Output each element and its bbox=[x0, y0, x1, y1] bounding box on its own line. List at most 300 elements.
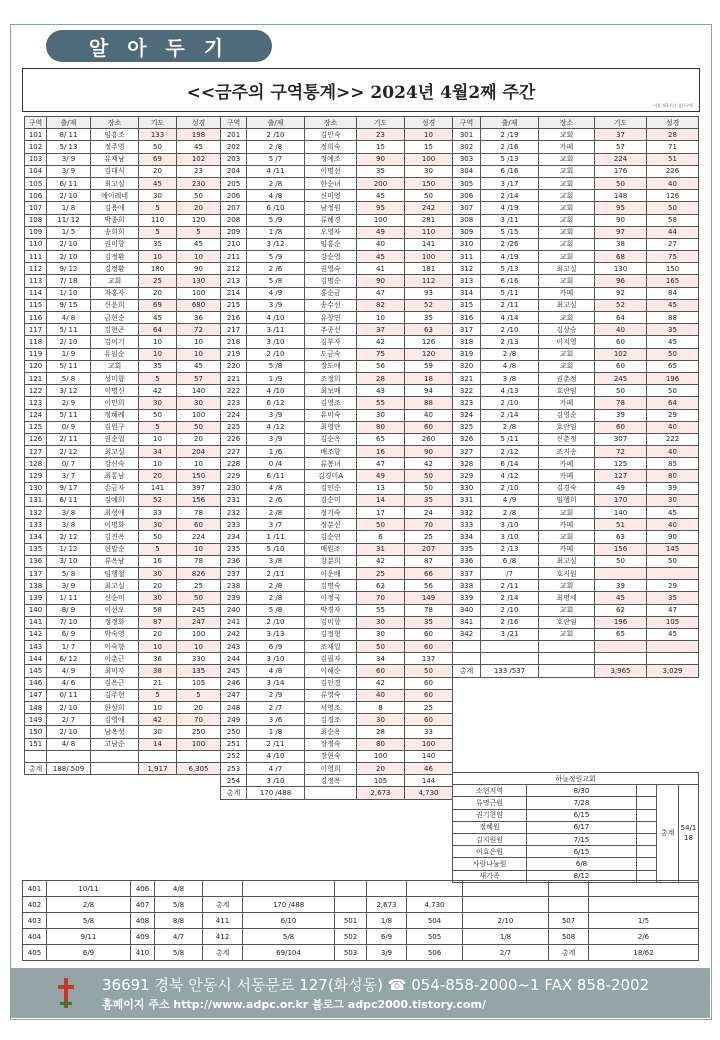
table-row bbox=[221, 397, 453, 409]
table-cell: 2/ 7 bbox=[47, 714, 91, 726]
table-cell: 소현지역 bbox=[453, 785, 527, 797]
table-cell: 232 bbox=[221, 507, 247, 519]
table-cell bbox=[139, 750, 177, 762]
table-cell: 5 /7 bbox=[247, 153, 305, 165]
table-cell: 2 /7 bbox=[247, 702, 305, 714]
table-cell: 95 bbox=[357, 202, 405, 214]
table-row bbox=[453, 360, 699, 372]
table-row bbox=[453, 616, 699, 628]
table-cell: 손금자 bbox=[91, 482, 139, 494]
table-cell: 100 bbox=[357, 750, 405, 762]
table-cell: 박경자 bbox=[305, 604, 357, 616]
table-cell: 5 bbox=[139, 202, 177, 214]
table-row bbox=[25, 689, 221, 701]
table-cell: 20 bbox=[139, 165, 177, 177]
table-row bbox=[453, 773, 699, 785]
table-row bbox=[25, 348, 221, 360]
table-cell: 25 bbox=[405, 702, 453, 714]
table-cell: 2 /10 bbox=[481, 324, 539, 336]
table-cell: 150 bbox=[405, 177, 453, 189]
table-cell: 교회 bbox=[539, 275, 595, 287]
table-cell: 20 bbox=[357, 762, 405, 774]
table-row bbox=[453, 543, 699, 555]
table-row bbox=[221, 616, 453, 628]
table-row bbox=[453, 238, 699, 250]
table-cell: 401 bbox=[23, 881, 47, 897]
table-cell: 2/ 10 bbox=[47, 190, 91, 202]
table-cell: 2 /8 bbox=[247, 580, 305, 592]
table-cell bbox=[539, 641, 595, 653]
table-cell: 0/ 9 bbox=[47, 421, 91, 433]
table-cell: 예이레네 bbox=[91, 190, 139, 202]
table-row bbox=[25, 299, 221, 311]
table-cell bbox=[453, 653, 481, 665]
table-cell: 234 bbox=[221, 531, 247, 543]
table-cell: 2/ 10 bbox=[47, 238, 91, 250]
table-cell: 1 /8 bbox=[247, 226, 305, 238]
table-cell: 2 /8 bbox=[247, 141, 305, 153]
table-cell: 95 bbox=[595, 202, 647, 214]
table-cell bbox=[407, 881, 463, 897]
table-cell: 44 bbox=[647, 226, 699, 238]
table-cell: 224 bbox=[221, 409, 247, 421]
table-cell: 84 bbox=[647, 287, 699, 299]
table-cell bbox=[637, 809, 657, 821]
table-cell: 50 bbox=[357, 519, 405, 531]
table-cell: 27 bbox=[647, 238, 699, 250]
table-cell: 411 bbox=[203, 913, 243, 929]
table-cell: 6/ 12 bbox=[47, 653, 91, 665]
table-cell: 5 bbox=[177, 226, 221, 238]
table-cell: 6 /9 bbox=[247, 641, 305, 653]
table-cell: 4 /13 bbox=[481, 385, 539, 397]
table-cell: 242 bbox=[221, 628, 247, 640]
table-row bbox=[221, 385, 453, 397]
table-cell: 2 /8 bbox=[247, 592, 305, 604]
column-header: 장소 bbox=[91, 117, 139, 129]
table-cell: 6/8 bbox=[527, 858, 637, 870]
table-row bbox=[25, 702, 221, 714]
table-cell bbox=[647, 567, 699, 579]
table-cell: 3/ 10 bbox=[47, 555, 91, 567]
table-cell: 204 bbox=[221, 165, 247, 177]
table-header-row bbox=[453, 117, 699, 129]
table-cell: 196 bbox=[595, 616, 647, 628]
table-cell: 133 /537 bbox=[481, 665, 539, 677]
table-cell: 이명선 bbox=[305, 165, 357, 177]
table-cell: 10 bbox=[357, 312, 405, 324]
table-cell: 260 bbox=[405, 433, 453, 445]
table-cell: 1 /9 bbox=[247, 372, 305, 384]
table-cell: 이정국 bbox=[305, 592, 357, 604]
table-cell: 102 bbox=[25, 141, 47, 153]
table-row bbox=[453, 324, 699, 336]
table-row bbox=[221, 775, 453, 787]
table-cell: 4/ 9 bbox=[47, 665, 91, 677]
table-cell: 410 bbox=[131, 945, 155, 961]
table-cell: 교회 bbox=[539, 360, 595, 372]
table-cell: 2/ 10 bbox=[47, 702, 91, 714]
table-cell: 2/8 bbox=[47, 897, 131, 913]
table-row bbox=[453, 531, 699, 543]
table-cell: 2 /9 bbox=[247, 689, 305, 701]
table-row bbox=[221, 129, 453, 141]
table-cell: 112 bbox=[25, 263, 47, 275]
table-cell: 50 bbox=[177, 421, 221, 433]
table-cell: 호란임 bbox=[539, 385, 595, 397]
table-cell: 교회 bbox=[539, 628, 595, 640]
table-row bbox=[25, 312, 221, 324]
table-cell: 60 bbox=[405, 689, 453, 701]
table-cell: 김인숙 bbox=[305, 129, 357, 141]
table-cell: 329 bbox=[453, 470, 481, 482]
table-cell: 59 bbox=[405, 360, 453, 372]
table-cell: 2 /11 bbox=[481, 580, 539, 592]
table-cell: 238 bbox=[221, 580, 247, 592]
table-cell: 2,673 bbox=[357, 787, 405, 799]
table-cell: 80 bbox=[357, 738, 405, 750]
table-cell: 29 bbox=[647, 409, 699, 421]
table-cell: 2 /13 bbox=[481, 336, 539, 348]
table-cell: 176 bbox=[595, 165, 647, 177]
bottom-table bbox=[22, 880, 699, 961]
table-row bbox=[25, 519, 221, 531]
table-row bbox=[25, 592, 221, 604]
table-cell: 334 bbox=[453, 531, 481, 543]
table-cell: 교회 bbox=[539, 507, 595, 519]
table-row bbox=[453, 251, 699, 263]
table-cell: 240 bbox=[221, 604, 247, 616]
table-cell: 이운배 bbox=[305, 567, 357, 579]
table-cell bbox=[25, 750, 47, 762]
table-cell bbox=[91, 762, 139, 774]
table-cell: 25 bbox=[139, 275, 177, 287]
table-cell: 김정환 bbox=[91, 251, 139, 263]
district-table-200 bbox=[220, 116, 453, 800]
table-cell: 4/ 8 bbox=[47, 312, 91, 324]
table-cell: 강분희 bbox=[305, 555, 357, 567]
table-cell: 680 bbox=[177, 299, 221, 311]
column-header: 출/재 bbox=[481, 117, 539, 129]
table-cell: 23 bbox=[177, 165, 221, 177]
table-cell: 2/ 9 bbox=[47, 397, 91, 409]
table-cell: 성미향 bbox=[91, 372, 139, 384]
table-cell: 강신숙 bbox=[91, 458, 139, 470]
table-cell: 한상희 bbox=[91, 702, 139, 714]
table-cell: 72 bbox=[595, 446, 647, 458]
column-header: 구역 bbox=[25, 117, 47, 129]
table-row bbox=[453, 177, 699, 189]
table-cell: 카페 bbox=[539, 543, 595, 555]
table-cell: 250 bbox=[221, 726, 247, 738]
table-cell: 88 bbox=[647, 312, 699, 324]
table-cell: 30 bbox=[357, 409, 405, 421]
table-cell: 88 bbox=[405, 397, 453, 409]
table-cell: 6,305 bbox=[177, 762, 221, 774]
table-row bbox=[221, 214, 453, 226]
table-cell: 2 /12 bbox=[481, 446, 539, 458]
table-cell: 127 bbox=[595, 470, 647, 482]
table-cell: 11/ 12 bbox=[47, 214, 91, 226]
table-cell: 319 bbox=[453, 348, 481, 360]
table-cell: 유임순 bbox=[91, 348, 139, 360]
table-cell: 65 bbox=[595, 628, 647, 640]
table-cell: 35 bbox=[405, 616, 453, 628]
table-cell: 100 bbox=[177, 409, 221, 421]
table-cell: 3/9 bbox=[367, 945, 407, 961]
table-cell: 4 /9 bbox=[481, 494, 539, 506]
table-cell: 2 /6 bbox=[247, 494, 305, 506]
table-cell bbox=[481, 641, 539, 653]
table-cell: 50 bbox=[405, 190, 453, 202]
table-cell: 3/ 12 bbox=[47, 385, 91, 397]
table-cell: 이춘근 bbox=[91, 653, 139, 665]
table-cell: 341 bbox=[453, 616, 481, 628]
table-cell: 304 bbox=[453, 165, 481, 177]
table-row bbox=[221, 543, 453, 555]
table-cell: 6/15 bbox=[527, 809, 637, 821]
table-cell: 8 bbox=[357, 702, 405, 714]
table-cell: 60 bbox=[405, 641, 453, 653]
table-cell: 박숙영 bbox=[91, 628, 139, 640]
table-cell: 3 /10 bbox=[481, 519, 539, 531]
table-cell: 5 /11 bbox=[481, 287, 539, 299]
table-cell: 826 bbox=[177, 567, 221, 579]
table-cell: 김영애 bbox=[91, 714, 139, 726]
table-cell: 4 /10 bbox=[247, 750, 305, 762]
column-header: 기도 bbox=[357, 117, 405, 129]
table-cell: 김옥근 bbox=[91, 677, 139, 689]
table-cell: 교회 bbox=[539, 129, 595, 141]
table-cell: 4 /10 bbox=[247, 312, 305, 324]
table-cell: 36 bbox=[139, 653, 177, 665]
table-cell: 402 bbox=[23, 897, 47, 913]
table-cell: 2 /11 bbox=[247, 738, 305, 750]
table-cell bbox=[637, 785, 657, 797]
table-cell: 2 /8 bbox=[481, 348, 539, 360]
table-cell: 58 bbox=[139, 604, 177, 616]
table-cell: 권미향 bbox=[91, 238, 139, 250]
table-row bbox=[453, 555, 699, 567]
table-row bbox=[221, 470, 453, 482]
table-cell: 301 bbox=[453, 129, 481, 141]
table-cell: 4 /12 bbox=[481, 470, 539, 482]
table-cell: 100 bbox=[177, 628, 221, 640]
table-cell: 217 bbox=[221, 324, 247, 336]
table-cell: 새가족 bbox=[453, 870, 527, 882]
table-cell: 324 bbox=[453, 409, 481, 421]
table-cell: 34 bbox=[357, 653, 405, 665]
table-cell: 50 bbox=[595, 177, 647, 189]
table-cell: 85 bbox=[647, 458, 699, 470]
table-cell: 60 bbox=[405, 421, 453, 433]
table-cell: 203 bbox=[221, 153, 247, 165]
table-row bbox=[25, 397, 221, 409]
table-cell: 5 /9 bbox=[247, 251, 305, 263]
table-cell: 56 bbox=[357, 360, 405, 372]
table-cell: 331 bbox=[453, 494, 481, 506]
table-row bbox=[221, 482, 453, 494]
table-cell: 이효은원 bbox=[453, 846, 527, 858]
table-row bbox=[221, 787, 453, 799]
table-cell: 호지원 bbox=[539, 567, 595, 579]
table-cell: 4 /19 bbox=[481, 251, 539, 263]
table-cell: 207 bbox=[405, 543, 453, 555]
table-cell: 311 bbox=[453, 251, 481, 263]
table-cell: 93 bbox=[405, 287, 453, 299]
table-cell: 장정숙 bbox=[305, 738, 357, 750]
table-row bbox=[23, 881, 699, 897]
table-cell: 이민희 bbox=[91, 397, 139, 409]
table-cell: 170 /488 bbox=[243, 897, 335, 913]
table-cell bbox=[91, 750, 139, 762]
table-row bbox=[221, 177, 453, 189]
table-row bbox=[453, 665, 699, 677]
table-cell: 김진옥 bbox=[91, 531, 139, 543]
table-row bbox=[25, 165, 221, 177]
table-cell: 339 bbox=[453, 592, 481, 604]
table-cell: 323 bbox=[453, 397, 481, 409]
table-header-row bbox=[25, 117, 221, 129]
table-cell: 251 bbox=[221, 738, 247, 750]
table-row bbox=[25, 238, 221, 250]
table-cell: 오영자 bbox=[305, 226, 357, 238]
table-cell: 4 /8 bbox=[247, 665, 305, 677]
table-cell: 교회 bbox=[539, 226, 595, 238]
table-row bbox=[453, 385, 699, 397]
table-row bbox=[453, 275, 699, 287]
table-cell: 75 bbox=[647, 251, 699, 263]
table-cell: 1 /6 bbox=[247, 446, 305, 458]
column-header: 성경 bbox=[647, 117, 699, 129]
table-cell: 5 bbox=[177, 689, 221, 701]
table-cell: 136 bbox=[25, 555, 47, 567]
table-cell: 130 bbox=[177, 275, 221, 287]
table-cell: 51 bbox=[595, 519, 647, 531]
table-row bbox=[453, 567, 699, 579]
table-cell: 35 bbox=[357, 165, 405, 177]
table-cell: 2 /10 bbox=[481, 397, 539, 409]
table-row bbox=[25, 177, 221, 189]
table-cell: 김정환 bbox=[91, 263, 139, 275]
table-cell: 1/ 9 bbox=[47, 348, 91, 360]
table-cell: 교회 bbox=[539, 312, 595, 324]
table-cell: 55 bbox=[357, 397, 405, 409]
table-cell bbox=[595, 567, 647, 579]
table-cell: 교회 bbox=[539, 531, 595, 543]
table-cell: 326 bbox=[453, 433, 481, 445]
table-cell: 35 bbox=[405, 312, 453, 324]
table-cell: 42 bbox=[139, 714, 177, 726]
table-cell: 201 bbox=[221, 129, 247, 141]
table-cell: 28 bbox=[357, 726, 405, 738]
table-cell: 247 bbox=[177, 616, 221, 628]
table-cell: 213 bbox=[221, 275, 247, 287]
table-cell: 214 bbox=[221, 287, 247, 299]
table-cell: 310 bbox=[453, 238, 481, 250]
table-cell: 33 bbox=[139, 507, 177, 519]
table-cell: 김부자 bbox=[305, 336, 357, 348]
table-cell: 2,673 bbox=[367, 897, 407, 913]
table-cell: 2 /8 bbox=[481, 507, 539, 519]
table-cell: 2/ 10 bbox=[47, 726, 91, 738]
table-cell: 하늘정원교회 bbox=[453, 773, 699, 785]
table-cell: 유창연 bbox=[305, 312, 357, 324]
table-cell: 60 bbox=[595, 421, 647, 433]
table-cell: 317 bbox=[453, 324, 481, 336]
table-cell: 412 bbox=[203, 929, 243, 945]
table-cell: 318 bbox=[453, 336, 481, 348]
table-cell: 총계 bbox=[453, 665, 481, 677]
table-cell: 3/ 9 bbox=[47, 165, 91, 177]
table-cell: 카페 bbox=[539, 458, 595, 470]
table-row bbox=[25, 738, 221, 750]
table-row bbox=[221, 263, 453, 275]
table-cell: 45 bbox=[177, 141, 221, 153]
table-cell: 35 bbox=[139, 360, 177, 372]
table-cell: 30 bbox=[139, 397, 177, 409]
table-cell: 101 bbox=[25, 129, 47, 141]
table-row bbox=[25, 677, 221, 689]
table-cell: 최명세 bbox=[539, 592, 595, 604]
table-cell: 호란임 bbox=[539, 616, 595, 628]
table-cell: 42 bbox=[357, 336, 405, 348]
table-cell: 102 bbox=[595, 348, 647, 360]
table-cell: 308 bbox=[453, 214, 481, 226]
table-cell: 40 bbox=[357, 689, 405, 701]
table-row bbox=[453, 202, 699, 214]
table-cell bbox=[335, 897, 367, 913]
table-row bbox=[221, 738, 453, 750]
table-cell: 131 bbox=[25, 494, 47, 506]
table-cell: 장도애 bbox=[305, 360, 357, 372]
table-cell: 202 bbox=[221, 141, 247, 153]
table-cell: 16 bbox=[357, 446, 405, 458]
table-cell: 47 bbox=[357, 287, 405, 299]
table-cell: 119 bbox=[25, 348, 47, 360]
table-cell: 50 bbox=[139, 141, 177, 153]
table-cell: 13 bbox=[357, 482, 405, 494]
table-cell: 20 bbox=[139, 628, 177, 640]
table-cell: 37 bbox=[357, 324, 405, 336]
table-cell: 3 /21 bbox=[481, 628, 539, 640]
table-cell: 207 bbox=[221, 202, 247, 214]
table-row bbox=[25, 372, 221, 384]
table-cell: 1/ 11 bbox=[47, 592, 91, 604]
table-row bbox=[25, 616, 221, 628]
table-row bbox=[25, 628, 221, 640]
table-cell bbox=[463, 881, 549, 897]
table-cell: 78 bbox=[405, 604, 453, 616]
table-cell: 4 /14 bbox=[481, 312, 539, 324]
table-cell: 카페 bbox=[539, 397, 595, 409]
table-cell bbox=[481, 653, 539, 665]
table-row bbox=[25, 251, 221, 263]
district-table-100 bbox=[24, 116, 221, 775]
table-cell: 63 bbox=[595, 531, 647, 543]
table-cell: 60 bbox=[405, 677, 453, 689]
table-cell: 501 bbox=[335, 913, 367, 929]
table-row bbox=[453, 397, 699, 409]
table-cell: 50 bbox=[139, 531, 177, 543]
column-header: 출/재 bbox=[247, 117, 305, 129]
table-cell: 140 bbox=[595, 507, 647, 519]
table-row bbox=[25, 324, 221, 336]
table-cell: 210 bbox=[221, 238, 247, 250]
column-header: 출/재 bbox=[47, 117, 91, 129]
table-row bbox=[221, 555, 453, 567]
table-cell: 권기현원 bbox=[453, 809, 527, 821]
